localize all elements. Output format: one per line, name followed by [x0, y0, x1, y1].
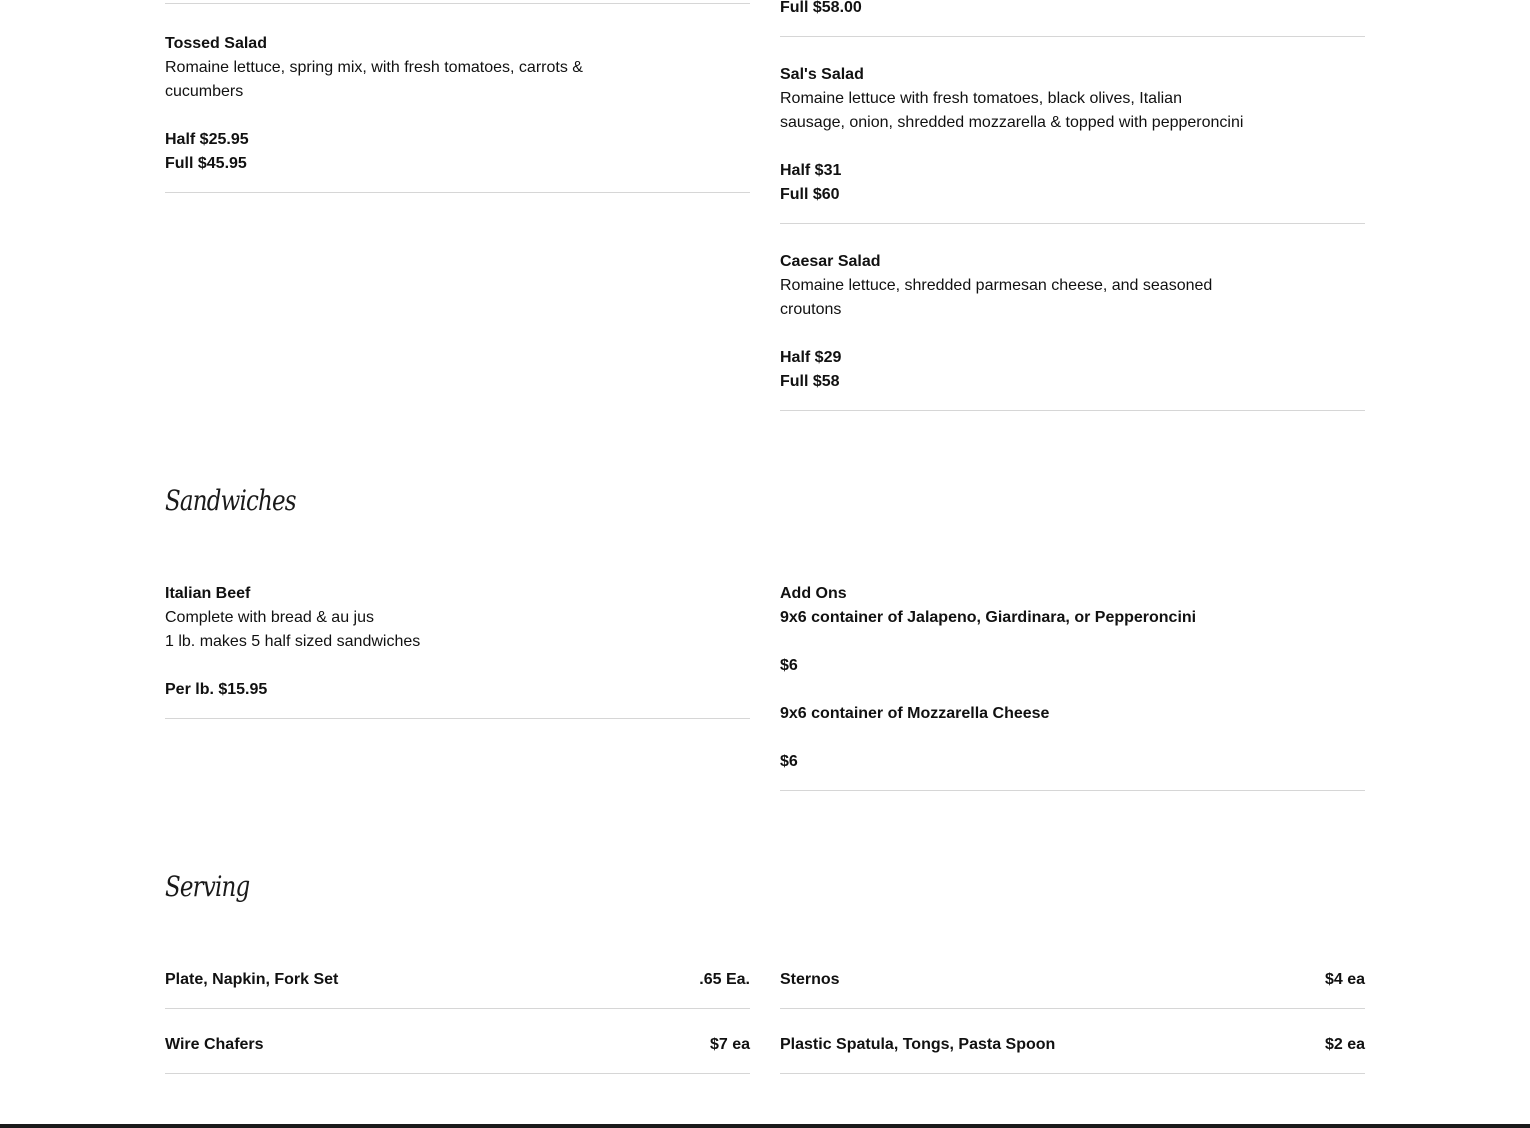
- item-name: Tossed Salad: [165, 35, 267, 52]
- divider: [165, 1008, 750, 1009]
- item-price-full: Full $58: [780, 373, 840, 390]
- divider: [780, 790, 1365, 791]
- item-name: Sal's Salad: [780, 66, 864, 83]
- salads-right-column: [780, 0, 1365, 411]
- item-price: Per lb. $15.95: [165, 681, 268, 698]
- menu-item-sals-salad: [780, 63, 1365, 224]
- item-price-half: Half $31: [780, 162, 842, 179]
- item-description: Complete with bread & au jus 1 lb. makes 5 half sized sandwiches: [165, 609, 421, 650]
- serving-row-plate-set: [165, 968, 750, 992]
- sandwiches-left-column: [165, 582, 750, 719]
- divider: [165, 718, 750, 719]
- item-description: Romaine lettuce, shredded parmesan cheese, and seasoned croutons: [780, 277, 1213, 318]
- section-title-sandwiches: Sandwiches: [165, 484, 296, 517]
- item-price-full: Full $58.00: [780, 0, 862, 16]
- addon-line-1: 9x6 container of Jalapeno, Giardinara, or Pepperoncini: [780, 609, 1197, 626]
- item-price-full: Full $60: [780, 186, 840, 203]
- serving-item-name: Sternos: [780, 971, 840, 988]
- section-title-serving: Serving: [165, 870, 250, 903]
- divider: [780, 410, 1365, 411]
- serving-item-price: .65 Ea.: [699, 971, 750, 988]
- menu-item-previous-tail: [780, 0, 1365, 37]
- serving-item-name: Plastic Spatula, Tongs, Pasta Spoon: [780, 1036, 1056, 1053]
- serving-item-name: Plate, Napkin, Fork Set: [165, 971, 339, 988]
- addon-price-2: $6: [780, 753, 798, 770]
- item-description: Romaine lettuce, spring mix, with fresh tomatoes, carrots & cucumbers: [165, 59, 583, 100]
- serving-item-price: $2 ea: [1324, 1036, 1365, 1053]
- item-price-half: Half $29: [780, 349, 842, 366]
- serving-item-name: Wire Chafers: [165, 1036, 264, 1053]
- menu-item-caesar-salad: [780, 250, 1365, 411]
- divider: [780, 36, 1365, 37]
- menu-item-italian-beef: [165, 582, 750, 719]
- divider: [165, 3, 750, 4]
- divider: [165, 1073, 750, 1074]
- addon-price-1: $6: [780, 657, 798, 674]
- addon-line-2: 9x6 container of Mozzarella Cheese: [780, 705, 1050, 722]
- item-name: Add Ons: [780, 585, 847, 602]
- item-description: Romaine lettuce with fresh tomatoes, black olives, Italian sausage, onion, shredded mozzarella & topped with pepperoncini: [780, 90, 1244, 131]
- footer-bar: [0, 1124, 1530, 1128]
- divider: [780, 1073, 1365, 1074]
- divider: [780, 1008, 1365, 1009]
- serving-item-price: $4 ea: [1324, 971, 1365, 988]
- menu-item-add-ons: [780, 582, 1365, 791]
- salads-left-column: [165, 3, 750, 193]
- serving-row-wire-chafers: [165, 1033, 750, 1057]
- divider: [165, 192, 750, 193]
- item-name: Italian Beef: [165, 585, 251, 602]
- serving-row-utensils: [780, 1033, 1365, 1057]
- serving-row-sternos: [780, 968, 1365, 992]
- menu-page: [165, 0, 1365, 1124]
- item-name: Caesar Salad: [780, 253, 881, 270]
- menu-item-tossed-salad: [165, 32, 750, 193]
- item-price-half: Half $25.95: [165, 131, 249, 148]
- divider: [780, 223, 1365, 224]
- sandwiches-right-column: [780, 582, 1365, 791]
- item-price-full: Full $45.95: [165, 155, 247, 172]
- serving-item-price: $7 ea: [709, 1036, 750, 1053]
